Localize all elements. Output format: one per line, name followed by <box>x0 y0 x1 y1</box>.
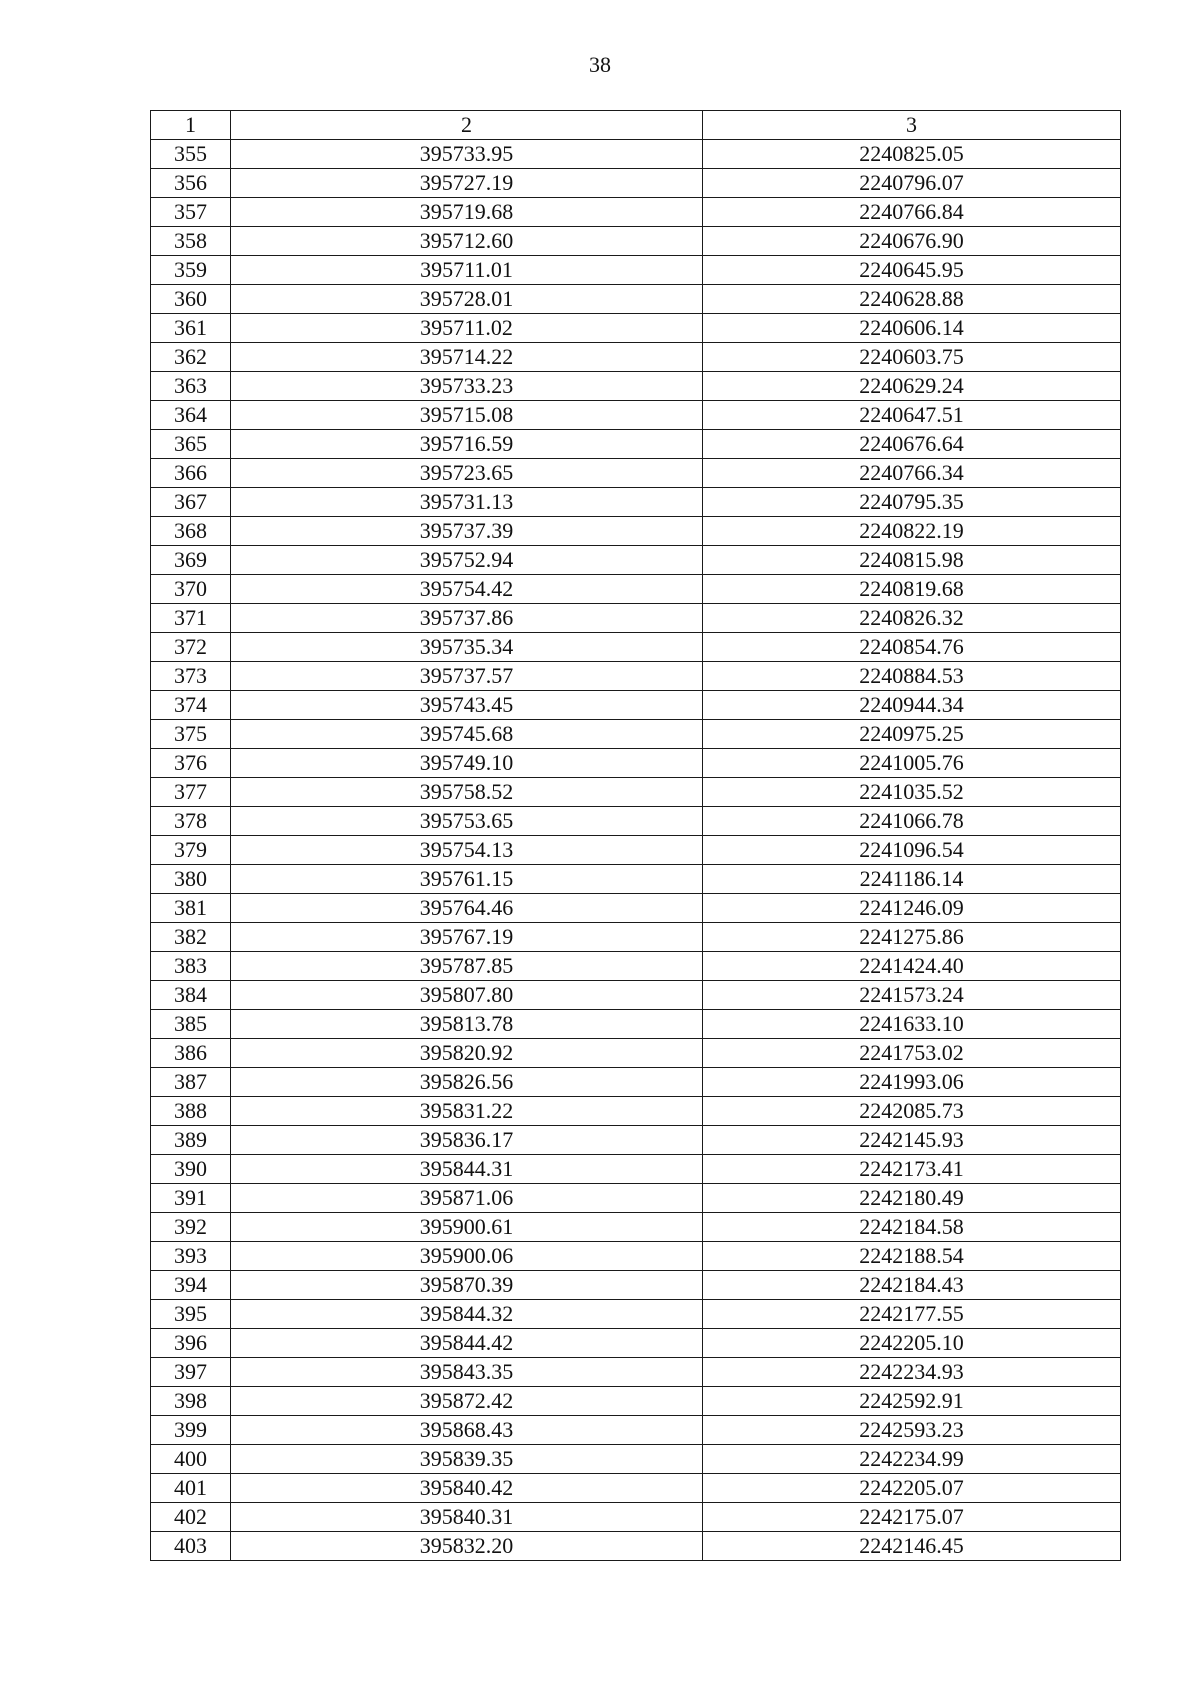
point-number-cell: 382 <box>151 923 231 952</box>
coordinate-y-cell: 2240815.98 <box>703 546 1121 575</box>
table-row <box>151 198 1121 227</box>
coordinate-y-cell: 2242234.93 <box>703 1358 1121 1387</box>
column-header-3: 3 <box>703 111 1121 140</box>
point-number-cell: 377 <box>151 778 231 807</box>
table-row <box>151 517 1121 546</box>
point-number-cell: 398 <box>151 1387 231 1416</box>
coordinate-x-cell: 395870.39 <box>231 1271 703 1300</box>
point-number-cell: 360 <box>151 285 231 314</box>
table-row <box>151 459 1121 488</box>
coordinate-y-cell: 2242205.07 <box>703 1474 1121 1503</box>
point-number-cell: 363 <box>151 372 231 401</box>
coordinate-x-cell: 395728.01 <box>231 285 703 314</box>
coordinate-y-cell: 2241066.78 <box>703 807 1121 836</box>
coordinate-y-cell: 2240822.19 <box>703 517 1121 546</box>
coordinate-x-cell: 395832.20 <box>231 1532 703 1561</box>
table-row <box>151 227 1121 256</box>
table-row <box>151 691 1121 720</box>
point-number-cell: 392 <box>151 1213 231 1242</box>
coordinate-x-cell: 395839.35 <box>231 1445 703 1474</box>
coordinate-y-cell: 2240826.32 <box>703 604 1121 633</box>
coordinate-y-cell: 2240766.84 <box>703 198 1121 227</box>
table-row <box>151 430 1121 459</box>
table-row <box>151 575 1121 604</box>
point-number-cell: 379 <box>151 836 231 865</box>
coordinate-y-cell: 2240884.53 <box>703 662 1121 691</box>
coordinate-y-cell: 2242145.93 <box>703 1126 1121 1155</box>
coordinate-y-cell: 2240825.05 <box>703 140 1121 169</box>
point-number-cell: 361 <box>151 314 231 343</box>
table-row <box>151 169 1121 198</box>
coordinate-y-cell: 2240676.64 <box>703 430 1121 459</box>
point-number-cell: 366 <box>151 459 231 488</box>
coordinate-y-cell: 2242085.73 <box>703 1097 1121 1126</box>
coordinate-y-cell: 2242188.54 <box>703 1242 1121 1271</box>
coordinate-x-cell: 395872.42 <box>231 1387 703 1416</box>
column-header-1: 1 <box>151 111 231 140</box>
coordinate-y-cell: 2240944.34 <box>703 691 1121 720</box>
column-header-2: 2 <box>231 111 703 140</box>
point-number-cell: 378 <box>151 807 231 836</box>
table-row <box>151 1474 1121 1503</box>
coordinate-x-cell: 395743.45 <box>231 691 703 720</box>
point-number-cell: 391 <box>151 1184 231 1213</box>
coordinate-x-cell: 395752.94 <box>231 546 703 575</box>
coordinate-x-cell: 395737.57 <box>231 662 703 691</box>
point-number-cell: 362 <box>151 343 231 372</box>
table-row <box>151 749 1121 778</box>
table-row <box>151 1416 1121 1445</box>
point-number-cell: 383 <box>151 952 231 981</box>
table-row <box>151 343 1121 372</box>
coordinate-y-cell: 2242173.41 <box>703 1155 1121 1184</box>
coordinate-x-cell: 395733.23 <box>231 372 703 401</box>
point-number-cell: 370 <box>151 575 231 604</box>
coordinate-y-cell: 2240766.34 <box>703 459 1121 488</box>
point-number-cell: 384 <box>151 981 231 1010</box>
coordinate-x-cell: 395764.46 <box>231 894 703 923</box>
point-number-cell: 397 <box>151 1358 231 1387</box>
coordinate-x-cell: 395900.61 <box>231 1213 703 1242</box>
coordinate-y-cell: 2242205.10 <box>703 1329 1121 1358</box>
point-number-cell: 358 <box>151 227 231 256</box>
coordinate-x-cell: 395712.60 <box>231 227 703 256</box>
coordinate-x-cell: 395737.86 <box>231 604 703 633</box>
coordinate-x-cell: 395723.65 <box>231 459 703 488</box>
point-number-cell: 376 <box>151 749 231 778</box>
coordinates-table <box>150 110 1121 1561</box>
point-number-cell: 356 <box>151 169 231 198</box>
point-number-cell: 365 <box>151 430 231 459</box>
point-number-cell: 368 <box>151 517 231 546</box>
coordinate-y-cell: 2240854.76 <box>703 633 1121 662</box>
point-number-cell: 401 <box>151 1474 231 1503</box>
coordinate-y-cell: 2240676.90 <box>703 227 1121 256</box>
point-number-cell: 386 <box>151 1039 231 1068</box>
point-number-cell: 357 <box>151 198 231 227</box>
coordinate-y-cell: 2240645.95 <box>703 256 1121 285</box>
coordinate-y-cell: 2241573.24 <box>703 981 1121 1010</box>
point-number-cell: 380 <box>151 865 231 894</box>
point-number-cell: 375 <box>151 720 231 749</box>
coordinate-y-cell: 2242184.43 <box>703 1271 1121 1300</box>
coordinate-y-cell: 2240796.07 <box>703 169 1121 198</box>
coordinate-x-cell: 395758.52 <box>231 778 703 807</box>
coordinate-x-cell: 395733.95 <box>231 140 703 169</box>
table-header <box>151 111 1121 140</box>
table-row <box>151 836 1121 865</box>
coordinate-x-cell: 395813.78 <box>231 1010 703 1039</box>
coordinate-x-cell: 395843.35 <box>231 1358 703 1387</box>
coordinate-x-cell: 395807.80 <box>231 981 703 1010</box>
coordinate-x-cell: 395715.08 <box>231 401 703 430</box>
table-row <box>151 807 1121 836</box>
coordinate-x-cell: 395754.13 <box>231 836 703 865</box>
table-row <box>151 1503 1121 1532</box>
table-row <box>151 401 1121 430</box>
coordinate-x-cell: 395745.68 <box>231 720 703 749</box>
table-row <box>151 1068 1121 1097</box>
coordinate-x-cell: 395900.06 <box>231 1242 703 1271</box>
point-number-cell: 374 <box>151 691 231 720</box>
coordinate-y-cell: 2242184.58 <box>703 1213 1121 1242</box>
coordinate-x-cell: 395727.19 <box>231 169 703 198</box>
point-number-cell: 364 <box>151 401 231 430</box>
coordinate-y-cell: 2242234.99 <box>703 1445 1121 1474</box>
coordinate-y-cell: 2241424.40 <box>703 952 1121 981</box>
coordinate-y-cell: 2240819.68 <box>703 575 1121 604</box>
table-row <box>151 314 1121 343</box>
coordinate-x-cell: 395868.43 <box>231 1416 703 1445</box>
coordinate-x-cell: 395754.42 <box>231 575 703 604</box>
table-row <box>151 1271 1121 1300</box>
table-row <box>151 1358 1121 1387</box>
table-row <box>151 662 1121 691</box>
point-number-cell: 394 <box>151 1271 231 1300</box>
coordinate-x-cell: 395844.31 <box>231 1155 703 1184</box>
coordinate-y-cell: 2242146.45 <box>703 1532 1121 1561</box>
coordinate-y-cell: 2241275.86 <box>703 923 1121 952</box>
coordinate-y-cell: 2241753.02 <box>703 1039 1121 1068</box>
coordinate-x-cell: 395737.39 <box>231 517 703 546</box>
point-number-cell: 399 <box>151 1416 231 1445</box>
table-row <box>151 140 1121 169</box>
table-row <box>151 1329 1121 1358</box>
header-row <box>151 111 1121 140</box>
table-row <box>151 488 1121 517</box>
point-number-cell: 371 <box>151 604 231 633</box>
page-number: 38 <box>589 52 611 77</box>
coordinate-x-cell: 395836.17 <box>231 1126 703 1155</box>
table-row <box>151 865 1121 894</box>
coordinate-x-cell: 395711.01 <box>231 256 703 285</box>
point-number-cell: 403 <box>151 1532 231 1561</box>
coordinate-y-cell: 2241186.14 <box>703 865 1121 894</box>
coordinate-y-cell: 2241246.09 <box>703 894 1121 923</box>
point-number-cell: 393 <box>151 1242 231 1271</box>
coordinate-x-cell: 395761.15 <box>231 865 703 894</box>
coordinate-y-cell: 2240603.75 <box>703 343 1121 372</box>
coordinate-y-cell: 2242592.91 <box>703 1387 1121 1416</box>
point-number-cell: 367 <box>151 488 231 517</box>
table-row <box>151 1126 1121 1155</box>
coordinate-x-cell: 395831.22 <box>231 1097 703 1126</box>
table-row <box>151 952 1121 981</box>
coordinate-x-cell: 395767.19 <box>231 923 703 952</box>
coordinate-x-cell: 395719.68 <box>231 198 703 227</box>
coordinate-y-cell: 2240647.51 <box>703 401 1121 430</box>
point-number-cell: 396 <box>151 1329 231 1358</box>
table-row <box>151 1097 1121 1126</box>
coordinate-x-cell: 395711.02 <box>231 314 703 343</box>
coordinate-y-cell: 2241035.52 <box>703 778 1121 807</box>
point-number-cell: 372 <box>151 633 231 662</box>
coordinate-y-cell: 2241005.76 <box>703 749 1121 778</box>
table-row <box>151 1213 1121 1242</box>
coordinate-x-cell: 395826.56 <box>231 1068 703 1097</box>
table-body <box>151 140 1121 1561</box>
coordinate-y-cell: 2241096.54 <box>703 836 1121 865</box>
table-row <box>151 1242 1121 1271</box>
table-row <box>151 923 1121 952</box>
table-row <box>151 633 1121 662</box>
point-number-cell: 355 <box>151 140 231 169</box>
coordinate-y-cell: 2242177.55 <box>703 1300 1121 1329</box>
coordinate-x-cell: 395749.10 <box>231 749 703 778</box>
point-number-cell: 390 <box>151 1155 231 1184</box>
table-row <box>151 546 1121 575</box>
table-row <box>151 1184 1121 1213</box>
coordinate-y-cell: 2240795.35 <box>703 488 1121 517</box>
point-number-cell: 385 <box>151 1010 231 1039</box>
table-row <box>151 604 1121 633</box>
point-number-cell: 381 <box>151 894 231 923</box>
point-number-cell: 400 <box>151 1445 231 1474</box>
coordinate-y-cell: 2241993.06 <box>703 1068 1121 1097</box>
coordinate-x-cell: 395871.06 <box>231 1184 703 1213</box>
point-number-cell: 373 <box>151 662 231 691</box>
coordinate-y-cell: 2241633.10 <box>703 1010 1121 1039</box>
point-number-cell: 359 <box>151 256 231 285</box>
coordinate-y-cell: 2240628.88 <box>703 285 1121 314</box>
table-row <box>151 1155 1121 1184</box>
table-row <box>151 1300 1121 1329</box>
table-row <box>151 778 1121 807</box>
point-number-cell: 369 <box>151 546 231 575</box>
coordinate-x-cell: 395716.59 <box>231 430 703 459</box>
table-row <box>151 1010 1121 1039</box>
coordinate-x-cell: 395735.34 <box>231 633 703 662</box>
coordinate-y-cell: 2242180.49 <box>703 1184 1121 1213</box>
table-row <box>151 720 1121 749</box>
table-row <box>151 1387 1121 1416</box>
coordinate-x-cell: 395787.85 <box>231 952 703 981</box>
table-row <box>151 1445 1121 1474</box>
coordinate-x-cell: 395840.42 <box>231 1474 703 1503</box>
table-row <box>151 372 1121 401</box>
table-row <box>151 285 1121 314</box>
coordinate-y-cell: 2240629.24 <box>703 372 1121 401</box>
point-number-cell: 389 <box>151 1126 231 1155</box>
table-row <box>151 981 1121 1010</box>
table-row <box>151 256 1121 285</box>
coordinate-y-cell: 2242593.23 <box>703 1416 1121 1445</box>
table-row <box>151 894 1121 923</box>
point-number-cell: 388 <box>151 1097 231 1126</box>
coordinate-x-cell: 395844.32 <box>231 1300 703 1329</box>
point-number-cell: 395 <box>151 1300 231 1329</box>
coordinate-x-cell: 395731.13 <box>231 488 703 517</box>
table-row <box>151 1532 1121 1561</box>
coordinate-y-cell: 2242175.07 <box>703 1503 1121 1532</box>
coordinate-y-cell: 2240606.14 <box>703 314 1121 343</box>
coordinate-x-cell: 395820.92 <box>231 1039 703 1068</box>
coordinate-y-cell: 2240975.25 <box>703 720 1121 749</box>
point-number-cell: 387 <box>151 1068 231 1097</box>
coordinate-x-cell: 395844.42 <box>231 1329 703 1358</box>
point-number-cell: 402 <box>151 1503 231 1532</box>
coordinate-x-cell: 395714.22 <box>231 343 703 372</box>
coordinate-x-cell: 395840.31 <box>231 1503 703 1532</box>
table-row <box>151 1039 1121 1068</box>
coordinate-x-cell: 395753.65 <box>231 807 703 836</box>
